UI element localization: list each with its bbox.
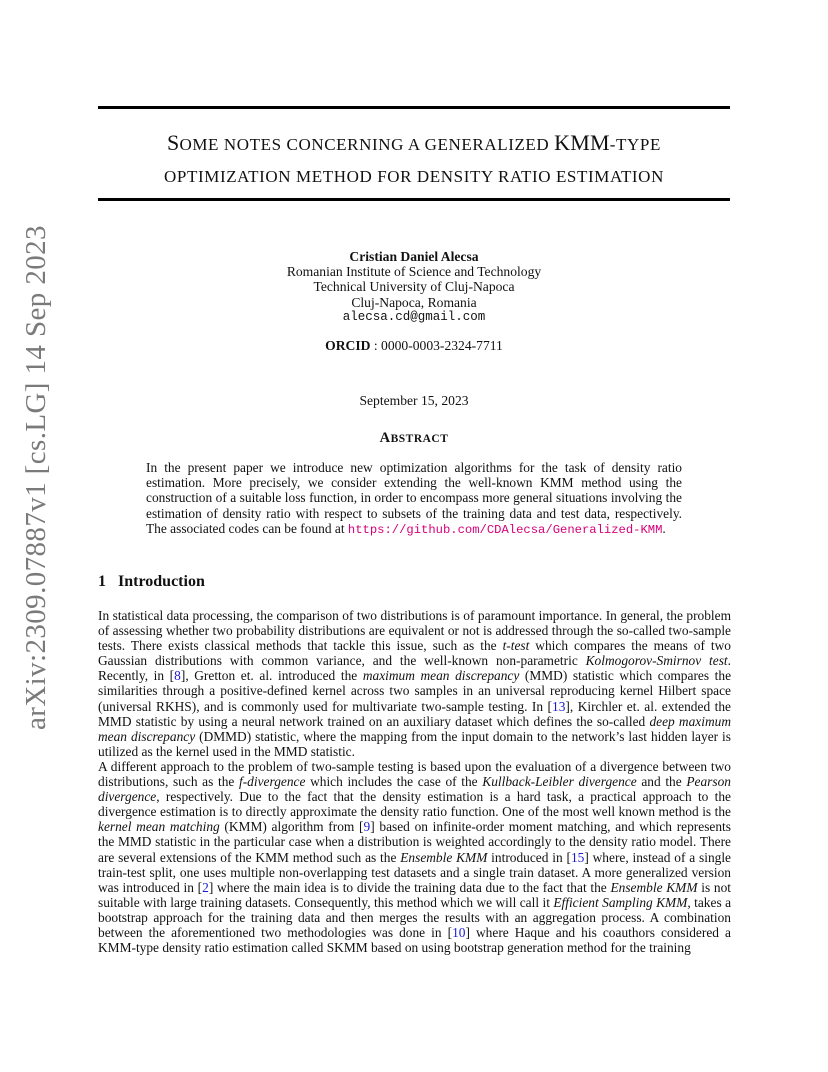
title-line1-part1: OME NOTES CONCERNING A GENERALIZED xyxy=(179,135,555,154)
author-name: Cristian Daniel Alecsa xyxy=(349,249,479,264)
section-number: 1 xyxy=(98,573,106,590)
p1-italic-1: t-test xyxy=(502,638,530,654)
p2-text-11: , takes a bootstrap approach for the training data and then merges the results with an aggregation process. A combination between the aforementioned two methodologies was done in [ xyxy=(98,894,732,940)
title-initial: S xyxy=(167,130,180,155)
p2-text-6: ] based on infinite-order moment matching, and which represents the MMD statistic in the particular case when a distribution is weighted accordingly to the density ratio model. There are several extensions of the KMM method such as the xyxy=(98,819,731,865)
p1-text-5: (MMD) statistic which compares the similarities through a positive-defined kernel across two samples in an universal reproducing kernel Hilbert space (universal RKHS), and is commonly used for multivariate two-sample testing. In [ xyxy=(98,668,732,714)
p2-italic-7: Efficient Sampling KMM xyxy=(553,894,688,910)
p1-text-1: In statistical data processing, the comparison of two distributions is of paramount importance. In general, the problem of assessing whether two probability distributions are equivalent or not is addressed through the so-called two-sample tests. There exists classical methods that tackle this issue, such as the xyxy=(98,608,731,654)
author-affiliation-1: Romanian Institute of Science and Technology xyxy=(286,264,542,280)
p2-text-8: ] where, instead of a single train-test split, one uses multiple non-overlapping test datasets and a single train dataset. A more generalized version was introduced in [ xyxy=(98,849,731,895)
citation-link[interactable]: 13 xyxy=(552,698,566,714)
section-heading xyxy=(98,573,205,591)
author-affiliation-2: Technical University of Cluj-Napoca xyxy=(313,279,515,295)
p1-text-4: ], Gretton et. al. introduced the xyxy=(180,668,363,684)
orcid-label: ORCID xyxy=(325,338,371,353)
orcid xyxy=(214,338,614,354)
p2-text-5: (KMM) algorithm from [ xyxy=(219,819,364,835)
p1-italic-4: deep maximum mean discrepancy xyxy=(98,713,731,744)
p2-italic-6: Ensemble KMM xyxy=(610,879,698,895)
p2-text-9: ] where the main idea is to divide the training data due to the fact that the xyxy=(208,879,611,895)
abstract-end: . xyxy=(662,520,666,536)
p2-text-10: is not suitable with large training datasets. Consequently, this method which we will call it xyxy=(98,879,731,910)
author-affiliation-3: Cluj-Napoca, Romania xyxy=(351,294,477,310)
p2-text-12: ] where Haque and his coauthors considered a KMM-type density ratio estimation called SKMM based on using bootstrap generation method for the training xyxy=(98,924,731,956)
citation-link[interactable]: 2 xyxy=(202,879,209,895)
code-link[interactable]: https://github.com/CDAlecsa/Generalized-KMM xyxy=(347,522,663,537)
paper-title xyxy=(98,128,730,192)
p2-italic-4: kernel mean matching xyxy=(98,819,220,835)
p2-text-2: which includes the case of the xyxy=(305,774,483,790)
p1-text-7: (DMMD) statistic, where the mapping from the input domain to the network’s last hidden layer is utilized as the kernel used in the MMD statistic. xyxy=(98,728,731,759)
citation-link[interactable]: 10 xyxy=(452,924,466,940)
p1-italic-2: Kolmogorov-Smirnov test xyxy=(585,653,728,669)
abstract-heading-cap: A xyxy=(379,430,391,446)
author-email[interactable]: alecsa.cd@gmail.com xyxy=(342,309,486,324)
p2-text-4: , respectively. Due to the fact that the density estimation is a hard task, a practical approach to the divergence estimation is to directly approximate the density ratio function. One of the most well known method is the xyxy=(98,789,731,820)
p2-italic-2: Kullback-Leibler divergence xyxy=(482,774,637,790)
section-title: Introduction xyxy=(118,573,205,590)
title-line1-part2: -TYPE xyxy=(609,135,661,154)
paragraph-1 xyxy=(98,608,731,759)
abstract-heading xyxy=(214,430,614,447)
author-block xyxy=(214,249,614,325)
p2-italic-1: f-divergence xyxy=(239,774,306,790)
p2-text-3: and the xyxy=(636,774,687,790)
citation-link[interactable]: 15 xyxy=(570,849,585,865)
abstract-body: In the present paper we introduce new optimization algorithms for the task of density ratio estimation. More precisely, we consider extending the well-known KMM method using the construction of a suitable loss function, in order to encompass more general situations involving the estimation of density ratio with respect to subsets of the training data and test data, respectively. The associated codes can be found at xyxy=(146,460,682,536)
title-rule-top xyxy=(98,106,730,109)
body-text xyxy=(98,608,731,955)
title-rule-bottom xyxy=(98,198,730,201)
citation-link[interactable]: 9 xyxy=(363,819,371,835)
p1-text-6: ], Kirchler et. al. extended the MMD statistic by using a neural network trained on an auxiliary dataset which defines the so-called xyxy=(98,698,731,729)
p2-italic-5: Ensemble KMM xyxy=(400,849,488,865)
p2-text-1: A different approach to the problem of two-sample testing is based upon the evaluation of a divergence between two distributions, such as the xyxy=(98,758,731,790)
citation-link[interactable]: 8 xyxy=(174,668,181,684)
p1-text-3: . Recently, in [ xyxy=(98,653,731,684)
arxiv-identifier: arXiv:2309.07887v1 [cs.LG] 14 Sep 2023 xyxy=(20,225,52,730)
abstract-text xyxy=(146,460,682,538)
p2-italic-3: Pearson divergence xyxy=(98,774,731,805)
p1-italic-3: maximum mean discrepancy xyxy=(362,668,520,684)
orcid-value: : 0000-0003-2324-7711 xyxy=(370,338,503,353)
abstract-heading-rest: BSTRACT xyxy=(390,433,449,445)
paper-date: September 15, 2023 xyxy=(359,393,469,408)
p2-text-7: introduced in [ xyxy=(487,849,571,865)
title-line2: OPTIMIZATION METHOD FOR DENSITY RATIO ESTIMATION xyxy=(164,167,664,186)
paragraph-2 xyxy=(98,759,731,955)
p1-text-2: which compares the means of two Gaussian distributions with common variance, and the well-known non-parametric xyxy=(98,638,731,669)
title-kmm: KMM xyxy=(554,130,610,155)
